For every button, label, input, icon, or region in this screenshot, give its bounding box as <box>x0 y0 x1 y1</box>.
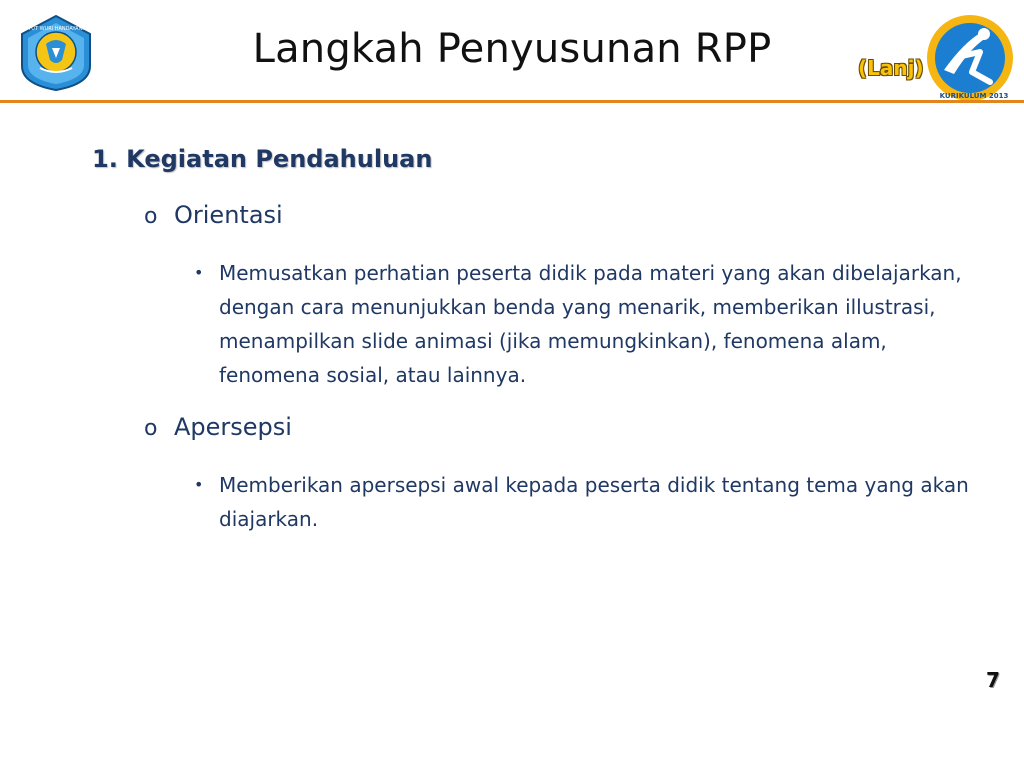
subsection-apersepsi <box>144 413 292 441</box>
hollow-circle-bullet-icon: o <box>144 204 158 229</box>
subsection-label: Orientasi <box>174 201 283 229</box>
continued-badge: (Lanj) <box>858 56 924 80</box>
hollow-circle-bullet-icon: o <box>144 416 158 441</box>
slide-title: Langkah Penyusunan RPP <box>252 26 772 72</box>
kurikulum-2013-logo <box>924 12 1016 104</box>
subsection-orientasi <box>144 201 283 229</box>
bullet-text: Memusatkan perhatian peserta didik pada materi yang akan dibelajarkan, dengan cara menunjukkan benda yang menarik, memberikan illustrasi, menampilkan slide animasi (jika memungkinkan), fenomena alam, fenomena sosial, atau lainnya. <box>219 261 962 387</box>
bullet-text: Memberikan apersepsi awal kepada peserta didik tentang tema yang akan diajarkan. <box>219 473 969 531</box>
svg-text:KURIKULUM 2013: KURIKULUM 2013 <box>939 92 1009 100</box>
bullet-item <box>194 468 984 536</box>
bullet-dot-icon: • <box>194 475 204 494</box>
title-divider <box>0 100 1024 103</box>
bullet-dot-icon: • <box>194 263 204 282</box>
bullet-item <box>194 256 984 392</box>
page-number: 7 <box>986 668 1000 692</box>
subsection-label: Apersepsi <box>174 413 292 441</box>
section-heading: 1. Kegiatan Pendahuluan <box>92 145 433 173</box>
svg-text:TUT WURI HANDAYANI: TUT WURI HANDAYANI <box>28 26 84 32</box>
